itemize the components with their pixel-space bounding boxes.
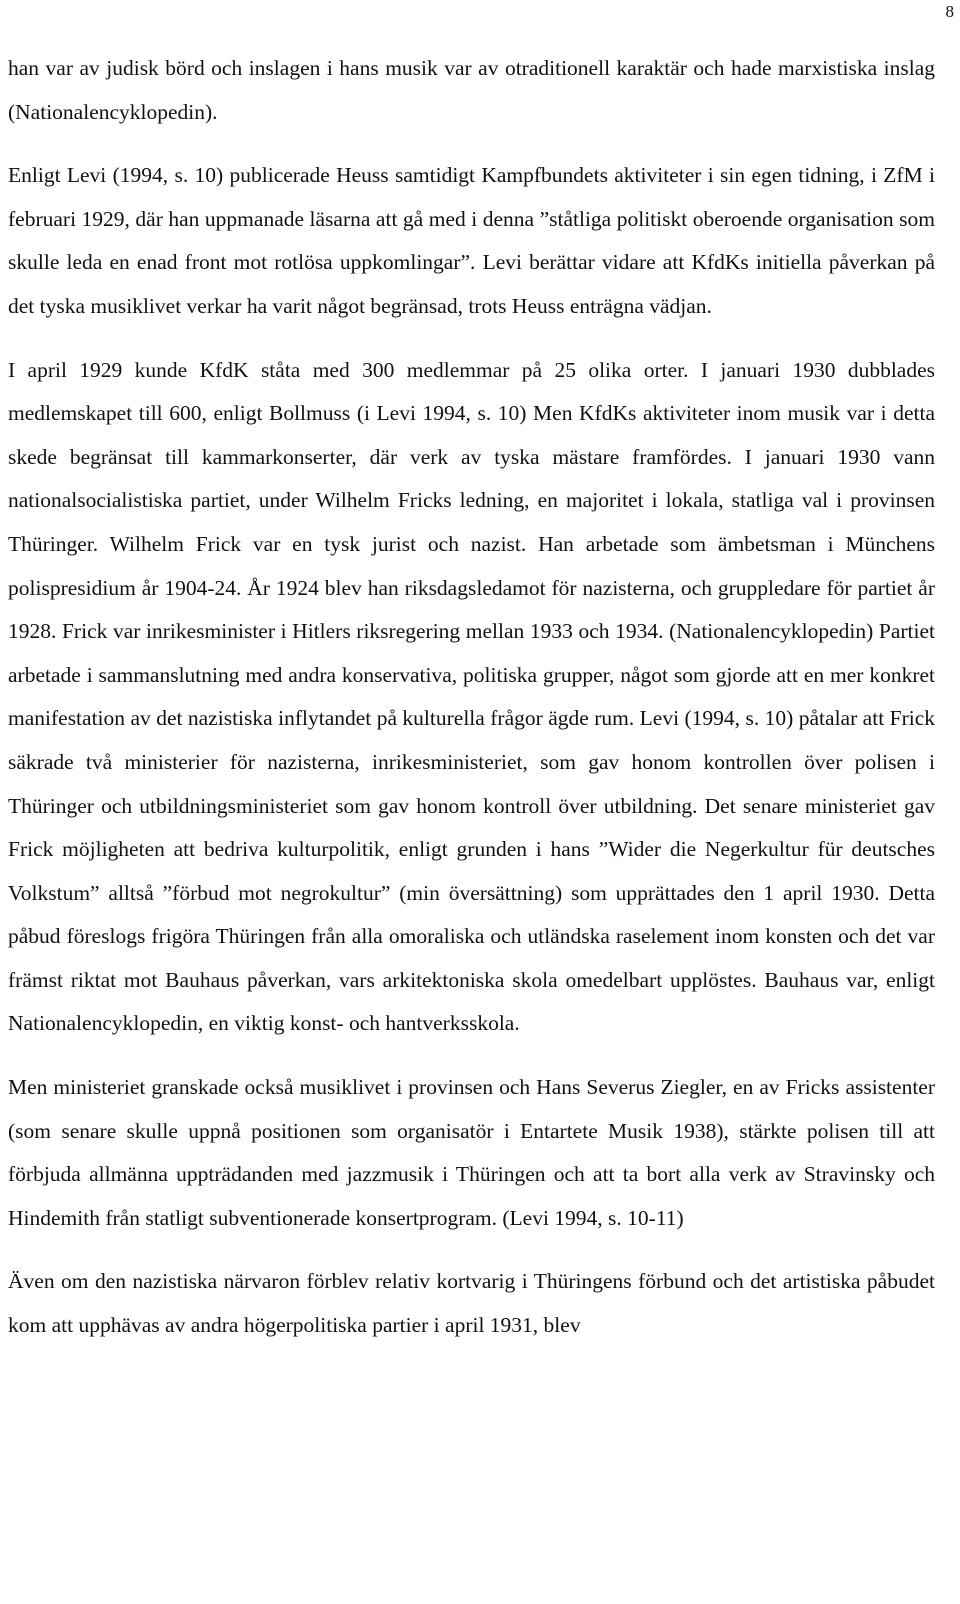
page-number: 8	[945, 2, 954, 21]
paragraph-nazi-presence: Även om den nazistiska närvaron förblev relativ kortvarig i Thüringens förbund och det artistiska påbudet kom att upphävas av andra högerpolitiska partier i april 1931, blev	[8, 1269, 935, 1338]
paragraph-heuss-publication: Enligt Levi (1994, s. 10) publicerade Heuss samtidigt Kampfbundets aktiviteter i sin egen tidning, i ZfM i februari 1929, där han uppmanade läsarna att gå med i denna ”ståtliga politiskt oberoende organisation som skulle leda en enad front mot rotlösa uppkomlingar”. Levi berättar vidare att KfdKs initiella påverkan på det tyska musiklivet verkar ha varit något begränsad, trots Heuss enträgna vädjan.	[8, 163, 935, 318]
document-body	[8, 47, 935, 1348]
paragraph-kfdk-membership: I april 1929 kunde KfdK ståta med 300 medlemmar på 25 olika orter. I januari 1930 dubblades medlemskapet till 600, enligt Bollmuss (i Levi 1994, s. 10) Men KfdKs aktiviteter inom musik var i detta skede begränsat till kammarkonserter, där verk av tyska mästare framfördes. I januari 1930 vann nationalsocialistiska partiet, under Wilhelm Fricks ledning, en majoritet i lokala, statliga val i provinsen Thüringer. Wilhelm Frick var en tysk jurist och nazist. Han arbetade som ämbetsman i Münchens polispresidium år 1904-24. År 1924 blev han riksdagsledamot för nazisterna, och gruppledare för partiet år 1928. Frick var inrikesminister i Hitlers riksregering mellan 1933 och 1934. (Nationalencyklopedin) Partiet arbetade i sammanslutning med andra konservativa, politiska grupper, något som gjorde att en mer konkret manifestation av det nazistiska inflytandet på kulturella frågor ägde rum. Levi (1994, s. 10) påtalar att Frick säkrade två ministerier för nazisterna, inrikesministeriet, som gav honom kontrollen över polisen i Thüringer och utbildningsministeriet som gav honom kontroll över utbildning. Det senare ministeriet gav Frick möjligheten att bedriva kulturpolitik, enligt grunden i hans ”Wider die Negerkultur für deutsches Volkstum” alltså ”förbud mot negrokultur” (min översättning) som upprättades den 1 april 1930. Detta påbud föreslogs frigöra Thüringen från alla omoraliska och utländska raselement inom konsten och det var främst riktat mot Bauhaus påverkan, vars arkitektoniska skola omedelbart upplöstes. Bauhaus var, enligt Nationalencyklopedin, en viktig konst- och hantverksskola.	[8, 357, 935, 1036]
paragraph-ministry-music: Men ministeriet granskade också musiklivet i provinsen och Hans Severus Ziegler, en av Fricks assistenter (som senare skulle uppnå positionen som organisatör i Entartete Musik 1938), stärkte polisen till att förbjuda allmänna uppträdanden med jazzmusik i Thüringen och att ta bort alla verk av Stravinsky och Hindemith från statligt subventionerade konsertprogram. (Levi 1994, s. 10-11)	[8, 1075, 935, 1230]
paragraph-continuation: han var av judisk börd och inslagen i hans musik var av otraditionell karaktär och hade marxistiska inslag (Nationalencyklopedin).	[8, 56, 935, 124]
